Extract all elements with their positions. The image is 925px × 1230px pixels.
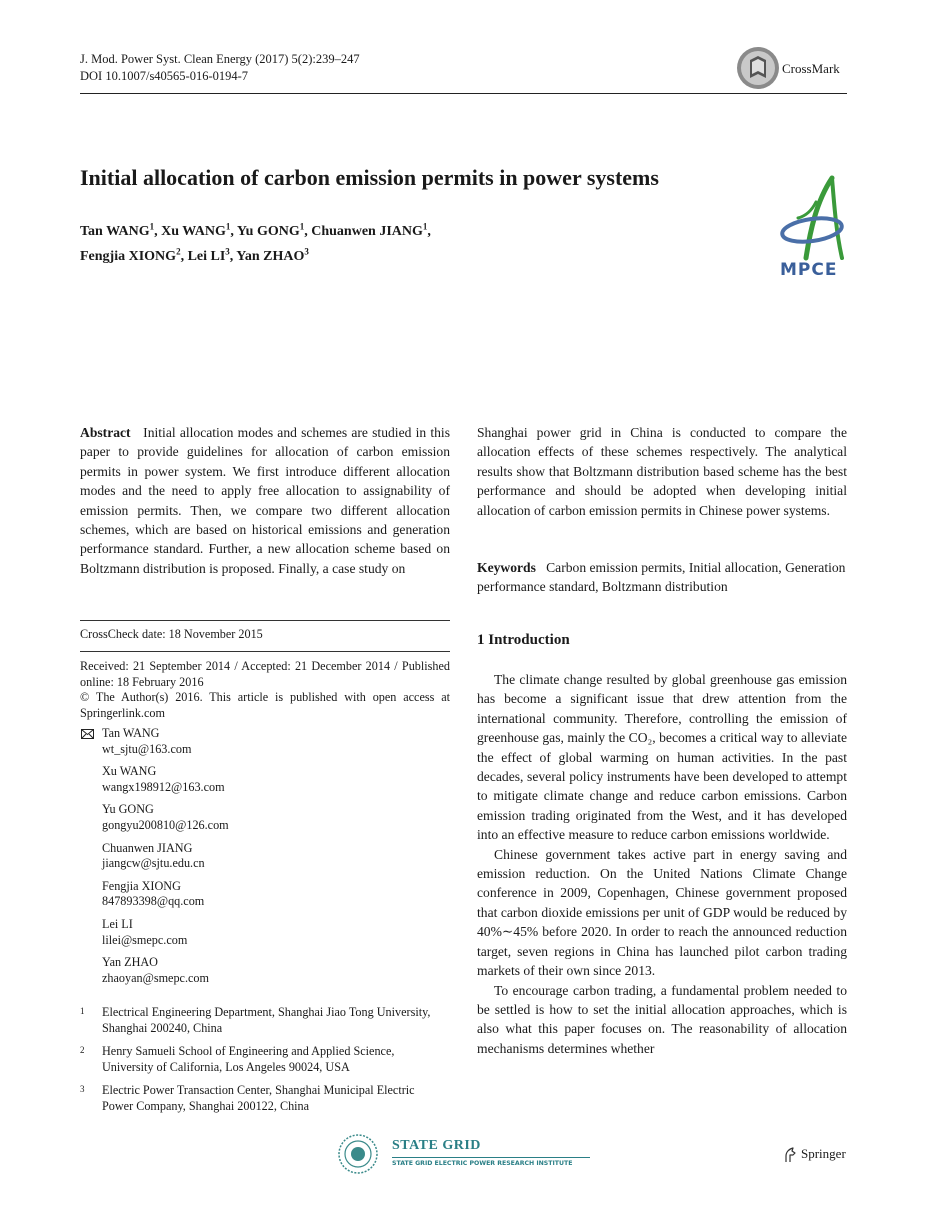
contact-name: Yan ZHAO (102, 955, 158, 970)
keywords-text: Carbon emission permits, Initial allocation, Generation performance standard, Boltzmann distribution (477, 560, 846, 595)
affiliation-text: Electric Power Transaction Center, Shanghai Municipal Electric Power Company, Shanghai 200122, China (102, 1083, 415, 1113)
author: Lei $LI^3$, (187, 246, 237, 265)
contact-name: Yu GONG (102, 802, 154, 817)
publication-dates (80, 659, 450, 721)
contact-email[interactable]: zhaoyan@smepc.com (102, 970, 209, 985)
keywords (477, 558, 847, 597)
contact-list (102, 726, 442, 993)
meta-rule-bottom (80, 651, 450, 652)
paper-title: Initial allocation of carbon emission permits in power systems (80, 165, 659, 190)
meta-rule-top (80, 620, 450, 621)
affiliation-number: 2 (80, 1045, 85, 1056)
state-grid-title: STATE GRID (392, 1138, 481, 1153)
crossmark-label: CrossMark (782, 61, 840, 76)
springer-label: Springer (801, 1146, 846, 1161)
author: Tan WANG$^1$, (80, 221, 162, 239)
contact-name: Lei LI (102, 916, 133, 931)
mpce-logo (776, 172, 848, 284)
abstract-right: Shanghai power grid in China is conducted to compare the allocation effects of these schemes respectively. The analytical results show that Boltzmann distribution based scheme has the best performance and should be adopted when developing initial allocation of carbon emission permits in Chinese power systems. (477, 425, 847, 518)
abstract-text-left: Initial allocation modes and schemes are studied in this paper to provide guidelines for allocation of carbon emission permits in power system. We first introduce different allocation modes and the need to apply free allocation to assignability of emission permits. Then, we compare two different allocation schemes, which are based on historical emissions and generation performance standard. Further, a new allocation scheme based on Boltzmann distribution is proposed. Finally, a case study on (80, 425, 450, 576)
author: Yan ZHAO$^3$ (236, 246, 309, 265)
introduction-paragraph: To encourage carbon trading, a fundamental problem needed to be settled is how to set the initial allocation approaches, which is also what this paper focuses on. The reasonability of allocation mechanisms determines whether (477, 982, 847, 1056)
keywords-label: Keywords (477, 560, 536, 575)
contact-name: Tan WANG (102, 726, 160, 740)
state-grid-logo (336, 1133, 596, 1175)
contact-email[interactable]: jiangcw@sjtu.edu.cn (102, 856, 205, 871)
introduction-paragraph: The climate change resulted by global greenhouse gas emission has become a significant issue that drew attention from the international community. Therefore, controlling the emission of greenhouse gas, mainly the CO₂, becomes a critical way to alleviate the effect of global warming on human activities. In the past decades, several policy instruments have been developed to attempt to mitigate climate change and reduce carbon emissions. Carbon emission trading originated from the West, and it has developed into an effective measure to reduce carbon emissions worldwide. (477, 672, 847, 843)
abstract-label: Abstract (80, 425, 131, 440)
contact-entry (102, 764, 442, 795)
affiliation-list (80, 1005, 440, 1123)
springer-horse-icon (783, 1147, 797, 1163)
mpce-emblem-icon (776, 172, 848, 264)
contact-email[interactable]: gongyu200810@126.com (102, 817, 229, 832)
author: Yu GONG$^1$, (236, 221, 312, 239)
contact-name: Fengjia XIONG (102, 878, 181, 893)
state-grid-seal-icon (336, 1133, 380, 1175)
affiliation-text: Electrical Engineering Department, Shanghai Jiao Tong University, Shanghai 200240, China (102, 1005, 431, 1035)
contact-entry (102, 917, 442, 948)
author: Xu WANG$^1$, (161, 221, 237, 239)
introduction-heading: 1 Introduction (477, 632, 570, 648)
crossmark-icon (736, 46, 780, 90)
envelope-icon (81, 729, 94, 739)
header-rule (80, 93, 847, 94)
contact-entry (102, 802, 442, 833)
crosscheck-date: CrossCheck date: 18 November 2015 (80, 627, 263, 641)
journal-citation: J. Mod. Power Syst. Clean Energy (2017) 5(2):239–247 (80, 52, 360, 66)
copyright-notice: © The Author(s) 2016. This article is published with open access at Springerlink.com (80, 690, 450, 720)
affiliation-item (80, 1005, 440, 1036)
contact-name: Xu WANG (102, 764, 157, 779)
affiliation-number: 3 (80, 1084, 85, 1095)
contact-entry (102, 879, 442, 910)
affiliation-item (80, 1044, 440, 1075)
crossmark-badge[interactable] (736, 46, 848, 90)
affiliation-number: 1 (80, 1006, 85, 1016)
contact-entry (102, 726, 442, 757)
author: Chuanwen JIANG$^1$, (311, 221, 431, 239)
author-line-2 (80, 242, 680, 268)
introduction-paragraph: Chinese government takes active part in energy saving and emission reduction. On the United Nations Climate Change conference in 2009, Copenhagen, Chinese government proposed that carbon dioxide emissions per unit of GDP would be reduced by 40%∼45% before 2020. In order to reach the announced reduction target, seven regions in China has launched pilot carbon trading markets of their own since 2013. (477, 846, 847, 979)
contact-email[interactable]: wt_sjtu@163.com (102, 741, 192, 756)
contact-name: Chuanwen JIANG (102, 840, 193, 855)
abstract-left (80, 423, 450, 578)
affiliation-item (80, 1083, 440, 1114)
author-list (80, 216, 680, 267)
introduction-body (477, 670, 847, 1058)
contact-entry (102, 841, 442, 872)
contact-email[interactable]: wangx198912@163.com (102, 779, 225, 794)
mpce-logo-text: MPCE (780, 260, 838, 280)
affiliation-text: Henry Samueli School of Engineering and Applied Science, University of California, Los Angeles 90024, USA (102, 1044, 395, 1074)
author: Fengjia XIONG$^2$, (80, 246, 188, 265)
received-accepted-dates: Received: 21 September 2014 / Accepted: 21 December 2014 / Published online: 18 February 2016 (80, 659, 450, 689)
doi[interactable]: DOI 10.1007/s40565-016-0194-7 (80, 69, 249, 83)
contact-entry (102, 955, 442, 986)
author-line-1 (80, 216, 680, 242)
contact-email[interactable]: lilei@smepc.com (102, 932, 188, 947)
contact-email[interactable]: 847893398@qq.com (102, 894, 205, 909)
state-grid-subtitle: STATE GRID ELECTRIC POWER RESEARCH INSTITUTE (392, 1160, 573, 1167)
state-grid-rule (392, 1157, 590, 1158)
